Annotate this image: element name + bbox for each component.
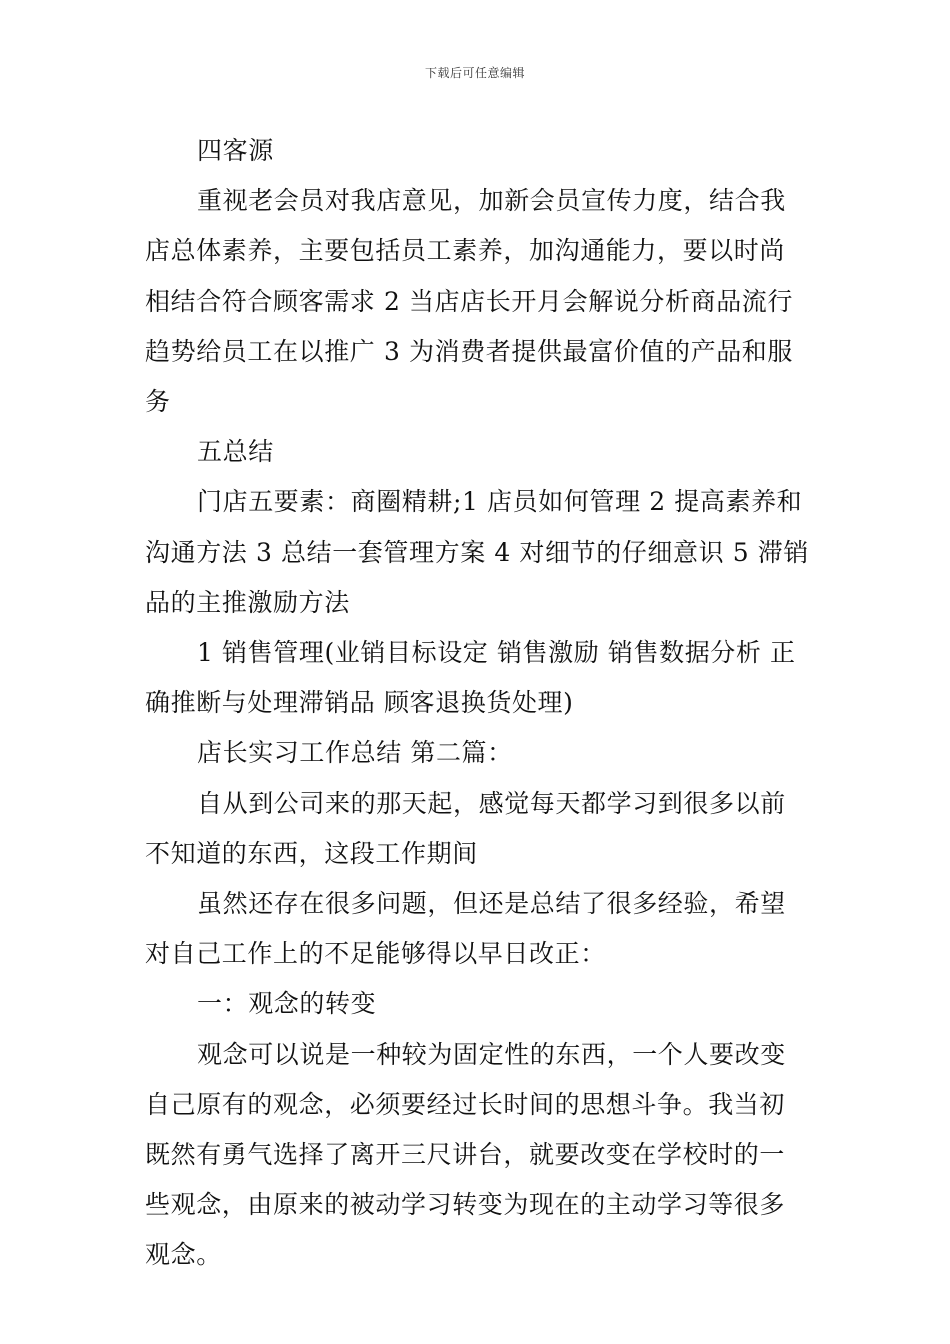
paragraph-heading-customer-source: 四客源: [197, 136, 274, 165]
paragraph-sales-management: 1 销售管理(业销目标设定 销售激励 销售数据分析 正确推断与处理滞销品 顾客退换货处理): [145, 638, 796, 718]
paragraph-heading-part-two: 店长实习工作总结 第二篇：: [197, 738, 513, 768]
page-header: 下载后可任意编辑: [424, 66, 525, 80]
document-body: [145, 126, 810, 1281]
paragraph-store-elements: 门店五要素：商圈精耕;1 店员如何管理 2 提高素养和沟通方法 3 总结一套管理方案 4 对细节的仔细意识 5 滞销品的主推激励方法: [145, 487, 809, 617]
paragraph-learning: 自从到公司来的那天起，感觉每天都学习到很多以前不知道的东西，这段工作期间: [145, 788, 786, 868]
paragraph-heading-mindset: 一：观念的转变: [197, 989, 377, 1019]
paragraph-mindset-change: 观念可以说是一种较为固定性的东西，一个人要改变自己原有的观念，必须要经过长时间的思想斗争。我当初既然有勇气选择了离开三尺讲台，就要改变在学校时的一些观念，由原来的被动学习转变为现在的主动学习等很多观念。: [145, 1039, 786, 1270]
paragraph-problems: 虽然还存在很多问题，但还是总结了很多经验，希望对自己工作上的不足能够得以早日改正：: [145, 889, 786, 969]
paragraph-member-feedback: 重视老会员对我店意见，加新会员宣传力度，结合我店总体素养，主要包括员工素养，加沟通能力，要以时尚相结合符合顾客需求 2 当店店长开月会解说分析商品流行趋势给员工在以推广 3 为消费者提供最富价值的产品和服务: [145, 186, 794, 417]
paragraph-heading-summary: 五总结: [197, 437, 274, 467]
